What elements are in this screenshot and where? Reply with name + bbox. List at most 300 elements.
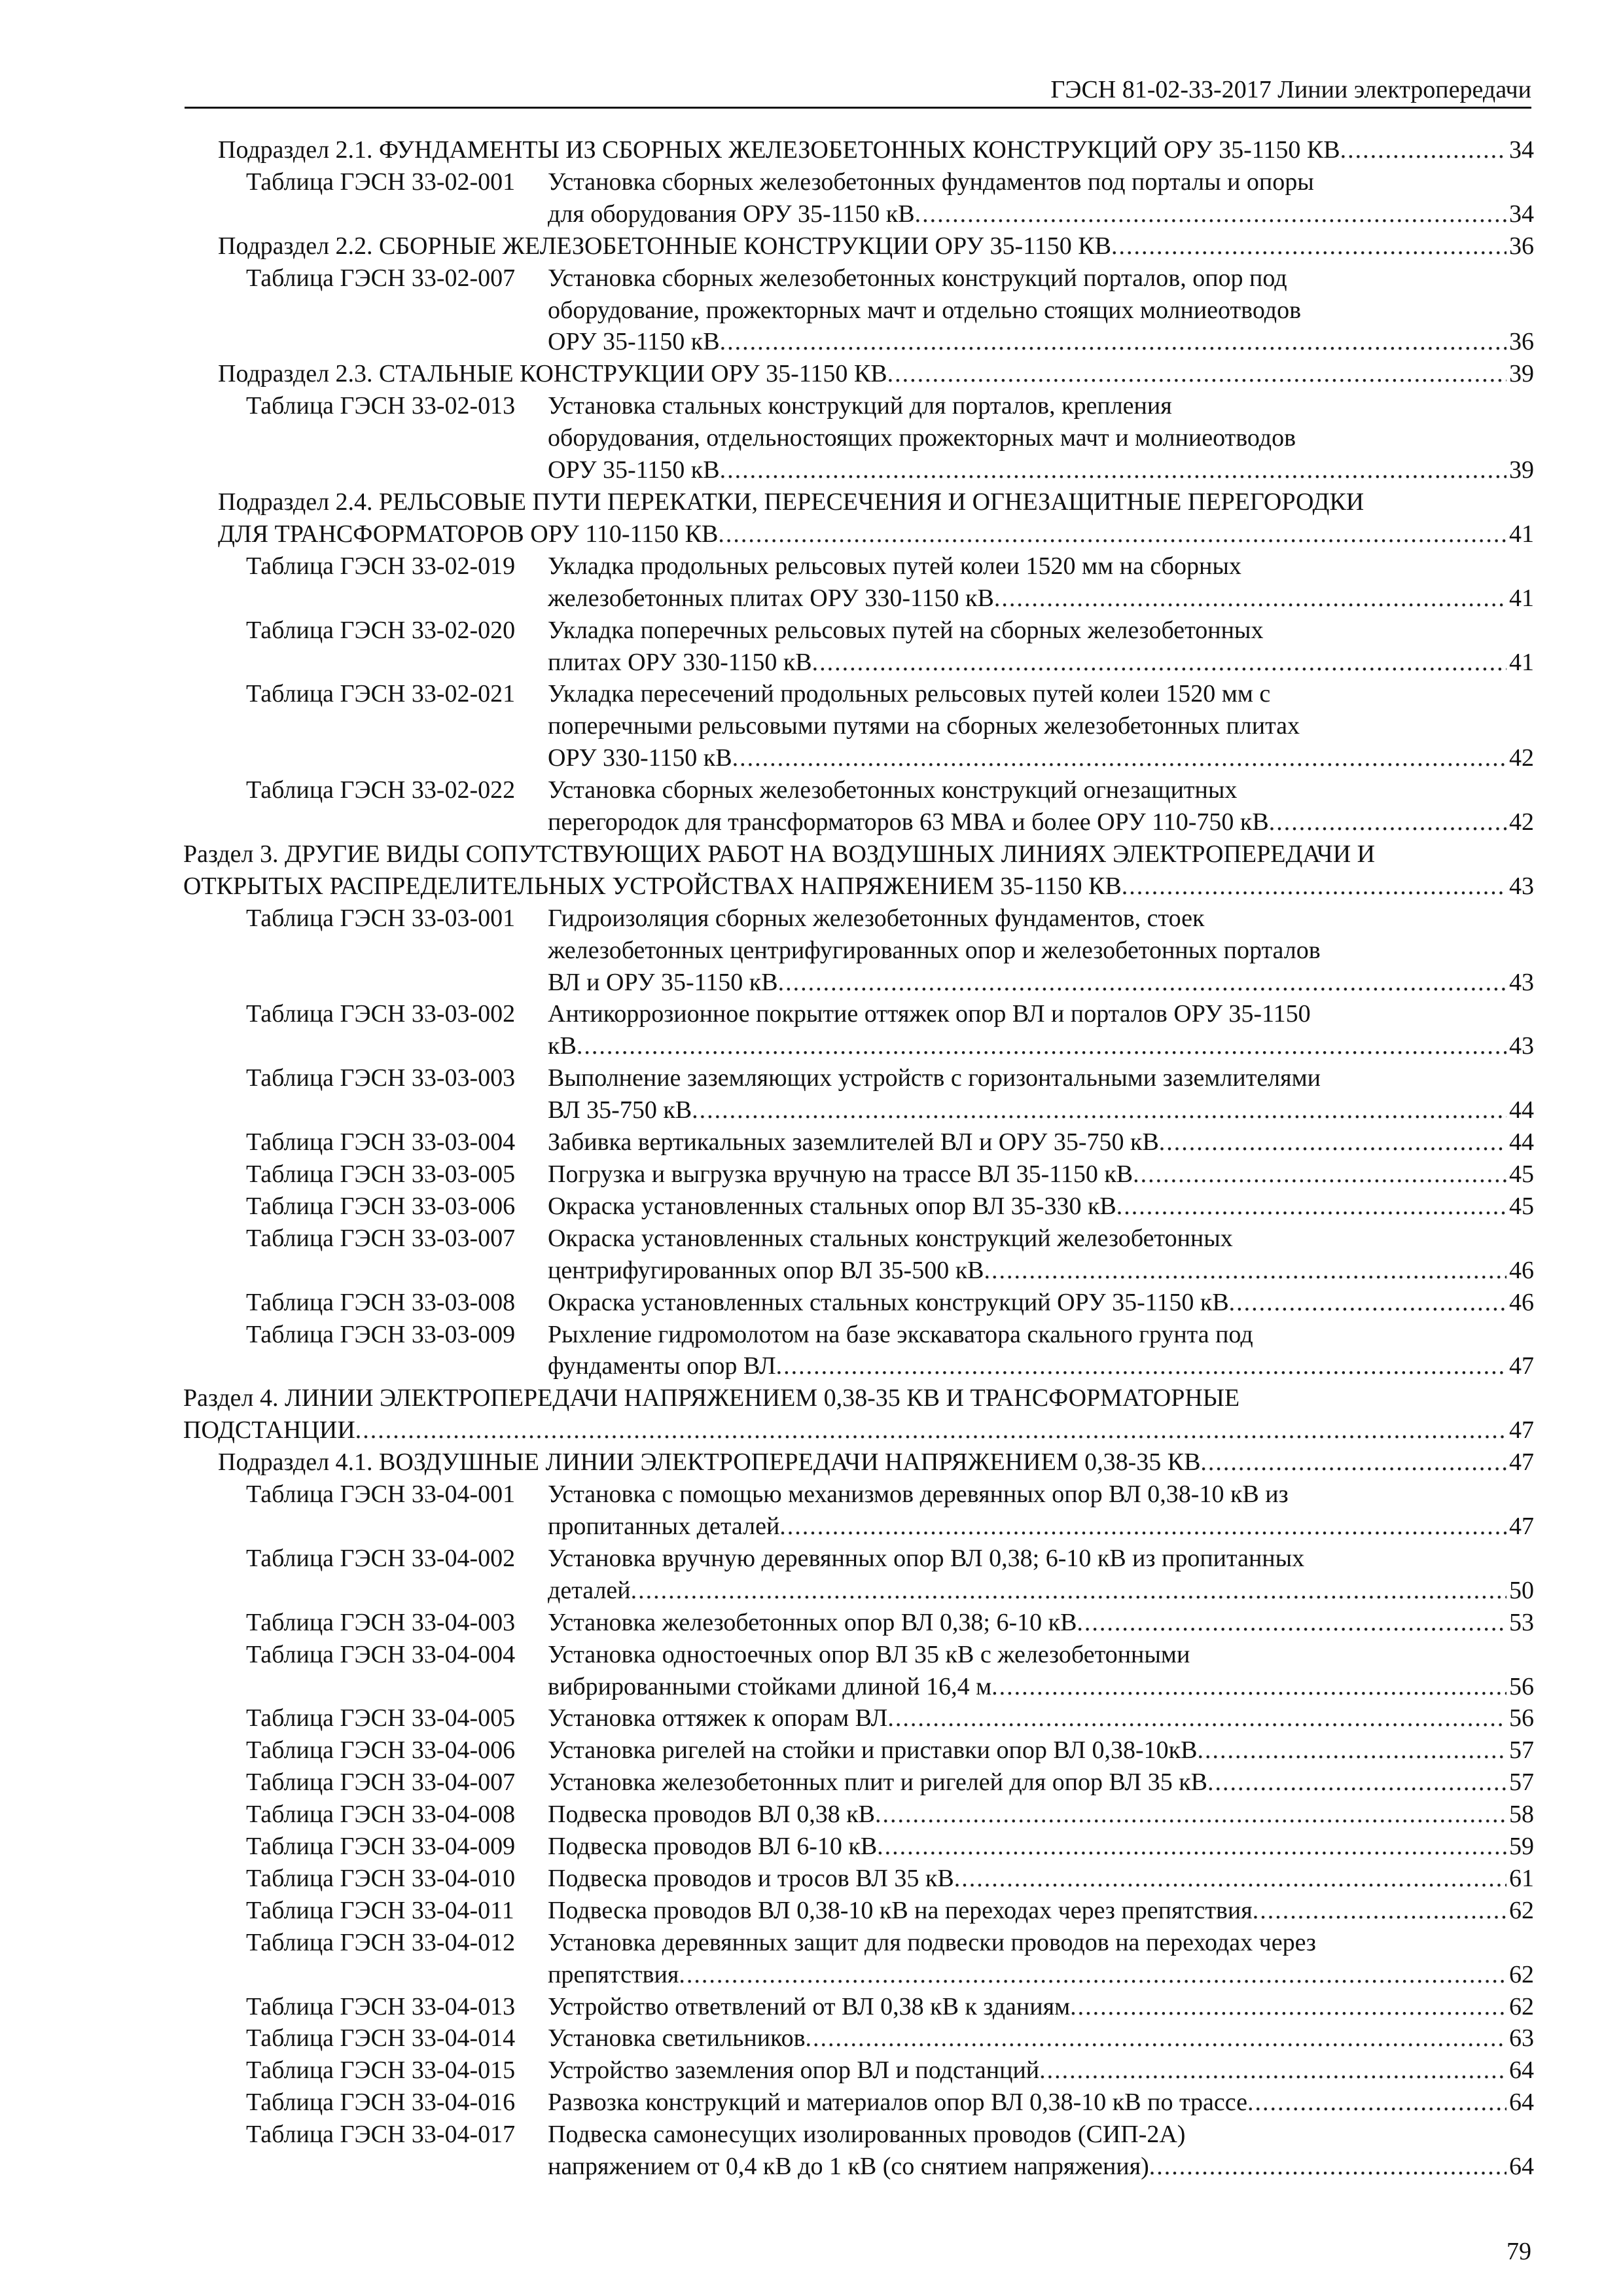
toc-entry-table[interactable] (183, 2119, 1534, 2183)
toc-entry-title (548, 1831, 1534, 1863)
dot-leader (1197, 1734, 1507, 1767)
toc-entry-table[interactable] (183, 1767, 1534, 1799)
toc-entry-text: Установка сборных железобетонных конструкций огнезащитных (548, 776, 1238, 804)
toc-entry-text: Подраздел 2.1. ФУНДАМЕНТЫ ИЗ СБОРНЫХ ЖЕЛЕЗОБЕТОННЫХ КОНСТРУКЦИЙ ОРУ 35-1150 КВ (218, 136, 1340, 164)
toc-entry-table[interactable] (183, 2022, 1534, 2054)
toc-page-number: 41 (1509, 648, 1534, 676)
toc-entry-text: для оборудования ОРУ 35-1150 кВ (548, 200, 915, 228)
table-of-contents (183, 134, 1534, 2183)
toc-entry-text: Укладка продольных рельсовых путей колеи 1520 мм на сборных (548, 552, 1241, 580)
toc-entry-line (548, 998, 1534, 1030)
toc-entry-code: Таблица ГЭСН 33-02-019 (246, 552, 516, 580)
dot-leader (1116, 1191, 1507, 1223)
toc-entry-line (548, 198, 1534, 230)
toc-entry-text: Окраска установленных стальных конструкций ОРУ 35-1150 кВ (548, 1288, 1229, 1316)
toc-entry-title (548, 1702, 1534, 1734)
toc-entry-line (548, 678, 1534, 710)
toc-entry-line (548, 1831, 1534, 1863)
toc-page-number: 41 (1509, 584, 1534, 612)
toc-entry-text: Подвеска самонесущих изолированных проводов (СИП-2А) (548, 2121, 1186, 2149)
dot-leader (1269, 806, 1507, 838)
dot-leader (954, 1863, 1507, 1895)
toc-entry-line (548, 1319, 1534, 1351)
toc-entry-text: напряжением от 0,4 кВ до 1 кВ (со снятием напряжения) (548, 2153, 1149, 2181)
toc-entry-text: Раздел 3. ДРУГИЕ ВИДЫ СОПУТСТВУЮЩИХ РАБОТ НА ВОЗДУШНЫХ ЛИНИЯХ ЭЛЕКТРОПЕРЕДАЧИ И (183, 840, 1376, 868)
toc-entry-subsection[interactable] (183, 1446, 1534, 1479)
toc-entry-table[interactable] (183, 1543, 1534, 1607)
toc-entry-line (548, 2022, 1534, 2054)
toc-entry-line (548, 583, 1534, 615)
toc-page-number: 44 (1509, 1128, 1534, 1157)
toc-entry-title (548, 2054, 1534, 2087)
toc-entry-text: оборудования, отдельностоящих прожекторных мачт и молниеотводов (548, 424, 1296, 452)
toc-entry-code: Таблица ГЭСН 33-02-013 (246, 392, 516, 420)
toc-entry-code: Таблица ГЭСН 33-03-009 (246, 1320, 516, 1348)
toc-entry-line (548, 806, 1534, 838)
toc-entry-code: Таблица ГЭСН 33-03-003 (246, 1064, 516, 1092)
toc-entry-table[interactable] (183, 998, 1534, 1062)
toc-entry-line (548, 1543, 1534, 1575)
toc-entry-line (183, 1382, 1534, 1414)
toc-entry-title (548, 1223, 1534, 1287)
toc-entry-title (548, 262, 1534, 359)
toc-entry-table[interactable] (183, 1319, 1534, 1383)
toc-page-number: 58 (1509, 1801, 1534, 1829)
toc-entry-line (548, 1191, 1534, 1223)
dot-leader (718, 518, 1507, 550)
toc-entry-line (183, 1414, 1534, 1446)
toc-entry-table[interactable] (183, 903, 1534, 999)
dot-leader (1122, 870, 1507, 903)
toc-entry-code: Таблица ГЭСН 33-04-005 (246, 1704, 516, 1732)
toc-entry-line (548, 647, 1534, 679)
toc-entry-line (548, 1223, 1534, 1255)
toc-entry-code: Таблица ГЭСН 33-02-001 (246, 168, 516, 196)
toc-entry-text: фундаменты опор ВЛ (548, 1352, 776, 1380)
toc-entry-code: Таблица ГЭСН 33-04-008 (246, 1801, 516, 1829)
toc-page-number: 36 (1509, 232, 1534, 260)
toc-page-number: 56 (1509, 1672, 1534, 1700)
dot-leader (1200, 1446, 1507, 1479)
toc-entry-title (548, 1799, 1534, 1831)
toc-entry-line (548, 1287, 1534, 1319)
toc-entry-code: Таблица ГЭСН 33-04-017 (246, 2121, 516, 2149)
toc-entry-text: кВ (548, 1032, 577, 1060)
toc-entry-code: Таблица ГЭСН 33-03-002 (246, 1000, 516, 1028)
toc-entry-text: Подвеска проводов и тросов ВЛ 35 кВ (548, 1864, 954, 1892)
toc-entry-text: оборудование, прожекторных мачт и отдельно стоящих молниеотводов (548, 296, 1302, 324)
dot-leader (806, 2022, 1507, 2054)
toc-entry-line (548, 1639, 1534, 1671)
toc-entry-text: ПОДСТАНЦИИ (183, 1416, 355, 1444)
toc-entry-text: Раздел 4. ЛИНИИ ЭЛЕКТРОПЕРЕДАЧИ НАПРЯЖЕНИЕМ 0,38-35 КВ И ТРАНСФОРМАТОРНЫЕ (183, 1384, 1240, 1412)
toc-page-number: 47 (1509, 1448, 1534, 1477)
toc-entry-text: железобетонных плитах ОРУ 330-1150 кВ (548, 584, 994, 612)
dot-leader (994, 583, 1507, 615)
dot-leader (1149, 2151, 1507, 2183)
toc-entry-text: Подвеска проводов ВЛ 6-10 кВ (548, 1833, 878, 1861)
toc-entry-line (548, 2054, 1534, 2087)
toc-entry-text: Подраздел 4.1. ВОЗДУШНЫЕ ЛИНИИ ЭЛЕКТРОПЕРЕДАЧИ НАПРЯЖЕНИЕМ 0,38-35 КВ (218, 1448, 1201, 1477)
toc-entry-line (548, 1863, 1534, 1895)
toc-entry-table[interactable] (183, 1702, 1534, 1734)
toc-page-number: 43 (1509, 1032, 1534, 1060)
toc-entry-line (548, 262, 1534, 295)
dot-leader (776, 1350, 1507, 1382)
dot-leader (1247, 2087, 1507, 2119)
toc-entry-table[interactable] (183, 1799, 1534, 1831)
toc-entry-text: ОРУ 35-1150 кВ (548, 456, 720, 484)
dot-leader (1111, 230, 1507, 262)
toc-entry-line (218, 134, 1534, 166)
toc-entry-title (548, 2022, 1534, 2054)
toc-entry-text: Установка сборных железобетонных конструкций порталов, опор под (548, 264, 1287, 292)
toc-entry-title (548, 1543, 1534, 1607)
toc-entry-table[interactable] (183, 774, 1534, 838)
toc-entry-code: Таблица ГЭСН 33-04-007 (246, 1768, 516, 1797)
dot-leader (577, 1030, 1507, 1062)
toc-page-number: 57 (1509, 1736, 1534, 1765)
toc-entry-table[interactable] (183, 1479, 1534, 1543)
toc-entry-line (548, 1991, 1534, 2023)
toc-entry-code: Таблица ГЭСН 33-04-010 (246, 1864, 516, 1892)
toc-entry-subsection[interactable] (183, 230, 1534, 262)
toc-entry-line (548, 615, 1534, 647)
toc-entry-subsection[interactable] (183, 486, 1534, 550)
toc-entry-section[interactable] (183, 1382, 1534, 1446)
dot-leader (779, 1511, 1507, 1543)
toc-entry-line (548, 2119, 1534, 2151)
dot-leader (1077, 1607, 1507, 1639)
dot-leader (1253, 1895, 1507, 1927)
toc-entry-code: Таблица ГЭСН 33-04-015 (246, 2056, 516, 2085)
toc-entry-title (548, 678, 1534, 774)
toc-entry-line (183, 870, 1534, 903)
toc-entry-table[interactable] (183, 1062, 1534, 1126)
toc-entry-text: пропитанных деталей (548, 1512, 780, 1540)
toc-entry-code: Таблица ГЭСН 33-04-001 (246, 1480, 516, 1509)
dot-leader (915, 198, 1507, 230)
toc-entry-line (548, 1702, 1534, 1734)
toc-entry-title (548, 550, 1534, 615)
toc-entry-text: Подраздел 2.3. СТАЛЬНЫЕ КОНСТРУКЦИИ ОРУ 35-1150 КВ (218, 360, 887, 388)
toc-entry-code: Таблица ГЭСН 33-04-002 (246, 1544, 516, 1572)
toc-entry-table[interactable] (183, 1863, 1534, 1895)
toc-page-number: 47 (1509, 1352, 1534, 1380)
toc-entry-table[interactable] (183, 2087, 1534, 2119)
toc-entry-table[interactable] (183, 1991, 1534, 2023)
toc-entry-line (548, 550, 1534, 583)
toc-entry-text: Подраздел 2.4. РЕЛЬСОВЫЕ ПУТИ ПЕРЕКАТКИ, ПЕРЕСЕЧЕНИЯ И ОГНЕЗАЩИТНЫЕ ПЕРЕГОРОДКИ (218, 488, 1364, 516)
toc-entry-code: Таблица ГЭСН 33-03-006 (246, 1192, 516, 1220)
toc-entry-code: Таблица ГЭСН 33-04-013 (246, 1992, 516, 2020)
toc-entry-code: Таблица ГЭСН 33-04-011 (246, 1896, 514, 1924)
toc-entry-table[interactable] (183, 550, 1534, 615)
toc-entry-title (548, 1479, 1534, 1543)
toc-page-number: 47 (1509, 1416, 1534, 1444)
dot-leader (887, 1702, 1507, 1734)
dot-leader (1159, 1126, 1507, 1158)
toc-entry-line (218, 486, 1534, 518)
toc-entry-code: Таблица ГЭСН 33-04-009 (246, 1833, 516, 1861)
toc-entry-text: Рыхление гидромолотом на базе экскаватора скального грунта под (548, 1320, 1253, 1348)
toc-entry-line (548, 967, 1534, 999)
toc-entry-title (548, 390, 1534, 486)
toc-entry-line (548, 1895, 1534, 1927)
toc-entry-table[interactable] (183, 1158, 1534, 1191)
toc-page-number: 59 (1509, 1833, 1534, 1861)
toc-entry-code: Таблица ГЭСН 33-04-006 (246, 1736, 516, 1765)
toc-entry-text: Погрузка и выгрузка вручную на трассе ВЛ 35-1150 кВ (548, 1160, 1133, 1188)
toc-entry-title (548, 2119, 1534, 2183)
dot-leader (1039, 2054, 1507, 2087)
toc-entry-line (218, 1446, 1534, 1479)
toc-entry-title (548, 1895, 1534, 1927)
toc-page-number: 62 (1509, 1896, 1534, 1924)
toc-entry-line (548, 1767, 1534, 1799)
toc-entry-text: Забивка вертикальных заземлителей ВЛ и ОРУ 35-750 кВ (548, 1128, 1159, 1157)
toc-entry-text: ВЛ и ОРУ 35-1150 кВ (548, 968, 778, 996)
dot-leader (778, 967, 1507, 999)
toc-entry-code: Таблица ГЭСН 33-04-012 (246, 1928, 516, 1956)
toc-entry-code: Таблица ГЭСН 33-02-022 (246, 776, 516, 804)
toc-entry-table[interactable] (183, 1191, 1534, 1223)
toc-entry-table[interactable] (183, 1126, 1534, 1158)
toc-page-number: 44 (1509, 1096, 1534, 1124)
toc-entry-text: Установка с помощью механизмов деревянных опор ВЛ 0,38-10 кВ из (548, 1480, 1289, 1509)
toc-entry-title (548, 1319, 1534, 1383)
dot-leader (875, 1799, 1507, 1831)
dot-leader (984, 1255, 1507, 1287)
dot-leader (720, 326, 1507, 358)
toc-entry-title (548, 1191, 1534, 1223)
toc-page-number: 42 (1509, 744, 1534, 772)
toc-entry-text: Устройство ответвлений от ВЛ 0,38 кВ к зданиям (548, 1992, 1071, 2020)
toc-entry-line (548, 1158, 1534, 1191)
toc-entry-text: Укладка поперечных рельсовых путей на сборных железобетонных (548, 616, 1264, 644)
toc-entry-line (548, 1959, 1534, 1991)
toc-entry-title (548, 1991, 1534, 2023)
toc-entry-table[interactable] (183, 615, 1534, 679)
toc-entry-section[interactable] (183, 838, 1534, 903)
toc-entry-line (548, 1927, 1534, 1959)
toc-entry-table[interactable] (183, 1734, 1534, 1767)
toc-page-number: 63 (1509, 2024, 1534, 2053)
toc-entry-code: Таблица ГЭСН 33-04-003 (246, 1608, 516, 1636)
toc-entry-title (548, 1062, 1534, 1126)
toc-entry-table[interactable] (183, 1895, 1534, 1927)
toc-entry-line (548, 2151, 1534, 2183)
toc-entry-line (183, 838, 1534, 870)
toc-entry-text: Установка железобетонных плит и ригелей для опор ВЛ 35 кВ (548, 1768, 1208, 1797)
toc-entry-code: Таблица ГЭСН 33-02-007 (246, 264, 516, 292)
toc-entry-text: ОТКРЫТЫХ РАСПРЕДЕЛИТЕЛЬНЫХ УСТРОЙСТВАХ НАПРЯЖЕНИЕМ 35-1150 КВ (183, 872, 1122, 900)
toc-entry-line (548, 2087, 1534, 2119)
toc-entry-line (548, 1350, 1534, 1382)
toc-page-number: 50 (1509, 1576, 1534, 1604)
toc-page-number: 64 (1509, 2153, 1534, 2181)
toc-entry-title (548, 1607, 1534, 1639)
toc-entry-table[interactable] (183, 678, 1534, 774)
toc-entry-line (218, 518, 1534, 550)
toc-page-number: 41 (1509, 520, 1534, 548)
toc-entry-title (548, 998, 1534, 1062)
toc-entry-code: Таблица ГЭСН 33-03-007 (246, 1224, 516, 1252)
toc-entry-line (548, 1799, 1534, 1831)
toc-entry-line (548, 903, 1534, 935)
toc-entry-line (548, 1255, 1534, 1287)
toc-entry-text: Установка вручную деревянных опор ВЛ 0,38; 6-10 кВ из пропитанных (548, 1544, 1305, 1572)
toc-entry-line (548, 1094, 1534, 1126)
dot-leader (877, 1831, 1507, 1863)
toc-page-number: 46 (1509, 1288, 1534, 1316)
toc-entry-text: ДЛЯ ТРАНСФОРМАТОРОВ ОРУ 110-1150 КВ (218, 520, 719, 548)
toc-entry-table[interactable] (183, 1927, 1534, 1991)
toc-entry-code: Таблица ГЭСН 33-04-016 (246, 2089, 516, 2117)
running-header: ГЭСН 81-02-33-2017 Линии электропередачи (1050, 76, 1531, 103)
toc-page-number: 43 (1509, 872, 1534, 900)
dot-leader (720, 454, 1507, 486)
toc-entry-table[interactable] (183, 2054, 1534, 2087)
toc-entry-text: Установка ригелей на стойки и приставки опор ВЛ 0,38-10кВ (548, 1736, 1198, 1765)
toc-entry-text: Окраска установленных стальных конструкций железобетонных (548, 1224, 1233, 1252)
dot-leader (1340, 134, 1507, 166)
toc-entry-text: Установка сборных железобетонных фундаментов под порталы и опоры (548, 168, 1314, 196)
toc-page-number: 34 (1509, 136, 1534, 164)
dot-leader (1070, 1991, 1507, 2023)
dot-leader (1207, 1767, 1507, 1799)
toc-entry-text: Установка оттяжек к опорам ВЛ (548, 1704, 888, 1732)
toc-entry-title (548, 1158, 1534, 1191)
toc-page-number: 62 (1509, 1960, 1534, 1988)
toc-entry-line (548, 390, 1534, 422)
toc-entry-line (548, 1607, 1534, 1639)
toc-page-number: 64 (1509, 2056, 1534, 2085)
dot-leader (732, 742, 1507, 774)
toc-entry-text: Установка стальных конструкций для порталов, крепления (548, 392, 1172, 420)
dot-leader (887, 358, 1507, 390)
toc-entry-line (548, 1479, 1534, 1511)
toc-page-number: 46 (1509, 1256, 1534, 1284)
toc-entry-table[interactable] (183, 1639, 1534, 1703)
toc-entry-subsection[interactable] (183, 358, 1534, 390)
toc-page-number: 45 (1509, 1160, 1534, 1188)
header-rule (185, 107, 1531, 109)
toc-entry-line (548, 1671, 1534, 1703)
toc-page-number: 64 (1509, 2089, 1534, 2117)
toc-entry-text: Устройство заземления опор ВЛ и подстанций (548, 2056, 1040, 2085)
dot-leader (355, 1414, 1507, 1446)
toc-page-number: 43 (1509, 968, 1534, 996)
toc-entry-text: Подвеска проводов ВЛ 0,38-10 кВ на переходах через препятствия (548, 1896, 1253, 1924)
toc-entry-table[interactable] (183, 1223, 1534, 1287)
toc-entry-title (548, 774, 1534, 838)
toc-entry-line (548, 422, 1534, 454)
dot-leader (679, 1959, 1507, 1991)
toc-page-number: 45 (1509, 1192, 1534, 1220)
toc-entry-line (548, 166, 1534, 198)
toc-page-number: 57 (1509, 1768, 1534, 1797)
toc-entry-title (548, 2087, 1534, 2119)
dot-leader (1229, 1287, 1507, 1319)
toc-entry-subsection[interactable] (183, 134, 1534, 166)
toc-entry-text: ОРУ 35-1150 кВ (548, 328, 720, 356)
toc-page-number: 56 (1509, 1704, 1534, 1732)
toc-entry-line (548, 774, 1534, 806)
toc-entry-line (548, 1511, 1534, 1543)
toc-entry-title (548, 166, 1534, 230)
toc-entry-table[interactable] (183, 390, 1534, 486)
toc-entry-text: ВЛ 35-750 кВ (548, 1096, 692, 1124)
toc-entry-line (548, 710, 1534, 742)
toc-entry-line (548, 1126, 1534, 1158)
toc-entry-code: Таблица ГЭСН 33-02-020 (246, 616, 516, 644)
toc-entry-line (548, 454, 1534, 486)
toc-entry-text: Подвеска проводов ВЛ 0,38 кВ (548, 1801, 876, 1829)
toc-entry-title (548, 1287, 1534, 1319)
toc-entry-line (548, 1575, 1534, 1607)
toc-entry-line (548, 295, 1534, 327)
toc-entry-line (548, 1062, 1534, 1094)
dot-leader (692, 1094, 1507, 1126)
toc-entry-code: Таблица ГЭСН 33-04-014 (246, 2024, 516, 2053)
toc-entry-text: Гидроизоляция сборных железобетонных фундаментов, стоек (548, 904, 1205, 932)
toc-entry-text: центрифугированных опор ВЛ 35-500 кВ (548, 1256, 984, 1284)
toc-entry-text: Установка деревянных защит для подвески проводов на переходах через (548, 1928, 1316, 1956)
toc-entry-title (548, 615, 1534, 679)
toc-entry-text: Укладка пересечений продольных рельсовых путей колеи 1520 мм с (548, 680, 1271, 708)
toc-entry-table[interactable] (183, 262, 1534, 359)
toc-entry-table[interactable] (183, 1607, 1534, 1639)
toc-page-number: 36 (1509, 328, 1534, 356)
toc-page-number: 42 (1509, 808, 1534, 836)
toc-entry-title (548, 1126, 1534, 1158)
toc-entry-text: Подраздел 2.2. СБОРНЫЕ ЖЕЛЕЗОБЕТОННЫЕ КОНСТРУКЦИИ ОРУ 35-1150 КВ (218, 232, 1111, 260)
toc-page-number: 61 (1509, 1864, 1534, 1892)
toc-entry-table[interactable] (183, 1287, 1534, 1319)
toc-entry-text: поперечными рельсовыми путями на сборных железобетонных плитах (548, 712, 1300, 740)
toc-entry-text: вибрированными стойками длиной 16,4 м (548, 1672, 992, 1700)
toc-entry-code: Таблица ГЭСН 33-02-021 (246, 680, 516, 708)
toc-entry-code: Таблица ГЭСН 33-03-004 (246, 1128, 516, 1157)
toc-entry-title (548, 1639, 1534, 1703)
toc-entry-text: Установка железобетонных опор ВЛ 0,38; 6-10 кВ (548, 1608, 1077, 1636)
toc-entry-table[interactable] (183, 1831, 1534, 1863)
toc-entry-title (548, 1734, 1534, 1767)
toc-entry-text: железобетонных центрифугированных опор и железобетонных порталов (548, 936, 1321, 964)
toc-entry-text: препятствия (548, 1960, 679, 1988)
toc-entry-title (548, 903, 1534, 999)
toc-entry-code: Таблица ГЭСН 33-03-005 (246, 1160, 516, 1188)
dot-leader (991, 1671, 1507, 1703)
toc-entry-text: плитах ОРУ 330-1150 кВ (548, 648, 812, 676)
toc-entry-code: Таблица ГЭСН 33-03-001 (246, 904, 516, 932)
dot-leader (1133, 1158, 1507, 1191)
toc-entry-line (548, 742, 1534, 774)
toc-entry-line (548, 326, 1534, 358)
toc-entry-text: деталей (548, 1576, 631, 1604)
toc-page-number: 39 (1509, 360, 1534, 388)
toc-entry-text: перегородок для трансформаторов 63 МВА и более ОРУ 110-750 кВ (548, 808, 1269, 836)
toc-entry-table[interactable] (183, 166, 1534, 230)
toc-entry-line (548, 935, 1534, 967)
dot-leader (631, 1575, 1507, 1607)
dot-leader (812, 647, 1507, 679)
toc-entry-line (218, 358, 1534, 390)
toc-entry-line (218, 230, 1534, 262)
toc-entry-text: Выполнение заземляющих устройств с горизонтальными заземлителями (548, 1064, 1321, 1092)
toc-entry-line (548, 1734, 1534, 1767)
